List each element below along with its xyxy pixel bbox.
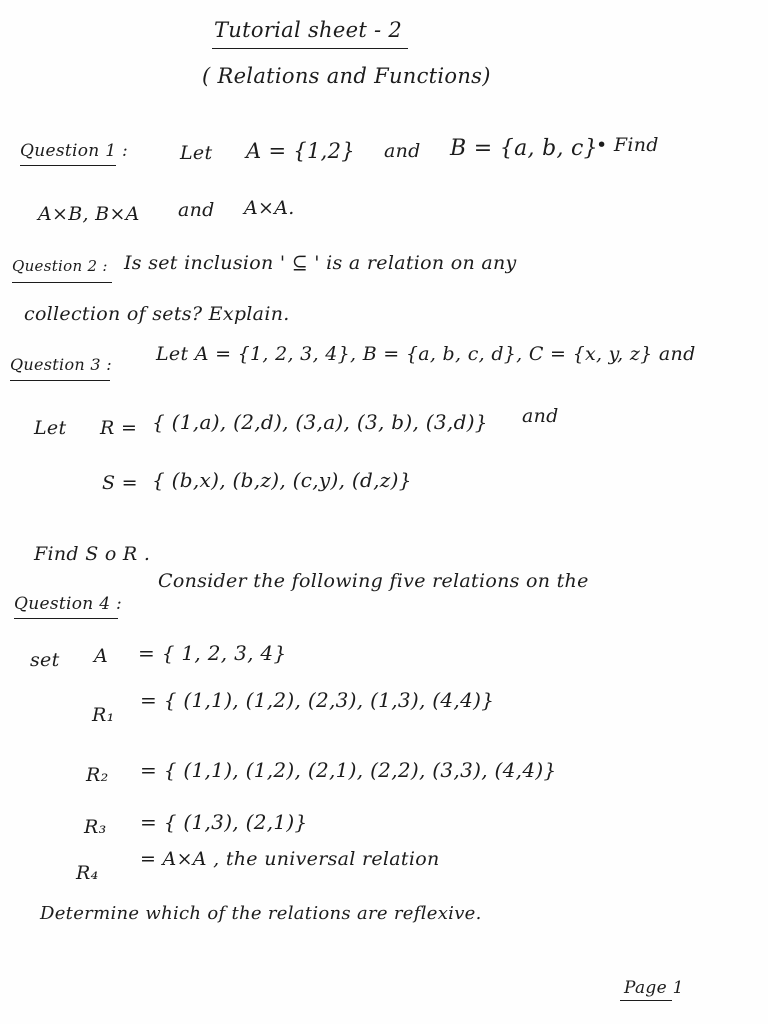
question-1-set-b: B = {a, b, c} [450,136,598,161]
set-a-definition: = { 1, 2, 3, 4} [138,641,287,665]
question-4-determine: Determine which of the relations are reflexive. [40,903,482,924]
relation-r1-definition: = { (1,1), (1,2), (2,3), (1,3), (4,4)} [140,688,495,712]
question-3-let: Let [34,417,67,439]
question-4-line-1: Consider the following five relations on the [158,570,589,592]
question-1-line-2: A×B, B×A [38,203,140,225]
relation-r1-lhs: R₁ [92,704,115,726]
question-1-find: • Find [596,134,659,156]
question-4-label: Question 4 : [14,594,123,614]
question-4-set-word: set [30,649,60,671]
page-title: Tutorial sheet - 2 [214,18,403,42]
question-2-line-2: collection of sets? Explain. [24,303,290,325]
relation-r3-definition: = { (1,3), (2,1)} [140,810,308,834]
question-3-find: Find S o R . [34,543,151,565]
question-1-line-2-and: and [178,199,215,221]
question-3-underline [10,380,110,381]
question-1-let: Let [180,142,213,164]
relation-r4-lhs: R₄ [76,862,99,884]
question-3-label: Question 3 : [10,355,112,374]
relation-r-and: and [522,405,559,427]
question-2-underline [12,282,112,283]
page-number: Page 1 [624,978,684,998]
question-1-and: and [384,140,421,162]
question-1-label: Question 1 : [20,141,129,161]
question-1-set-a: A = {1,2} [246,139,355,163]
relation-r4-definition: = A×A , the universal relation [140,848,440,870]
relation-r-lhs: R = [100,417,138,439]
question-1-underline [20,165,116,166]
page-subtitle: ( Relations and Functions) [202,64,491,88]
question-1-line-2-end: A×A. [244,197,295,219]
page-number-underline [620,1000,672,1001]
relation-s-lhs: S = [102,472,138,494]
question-4-underline [14,618,118,619]
relation-r2-lhs: R₂ [86,764,109,786]
question-2-line-1: Is set inclusion ' ⊆ ' is a relation on any [124,252,517,274]
relation-r2-definition: = { (1,1), (1,2), (2,1), (2,2), (3,3), (4,4)} [140,758,557,782]
set-a-lhs: A [94,645,109,667]
question-3-line-1: Let A = {1, 2, 3, 4}, B = {a, b, c, d}, C = {x, y, z} and [156,343,696,365]
question-2-label: Question 2 : [12,257,108,275]
relation-s-definition: { (b,x), (b,z), (c,y), (d,z)} [152,468,412,492]
relation-r3-lhs: R₃ [84,816,107,838]
title-underline [212,48,408,49]
relation-r-definition: { (1,a), (2,d), (3,a), (3, b), (3,d)} [152,410,488,434]
